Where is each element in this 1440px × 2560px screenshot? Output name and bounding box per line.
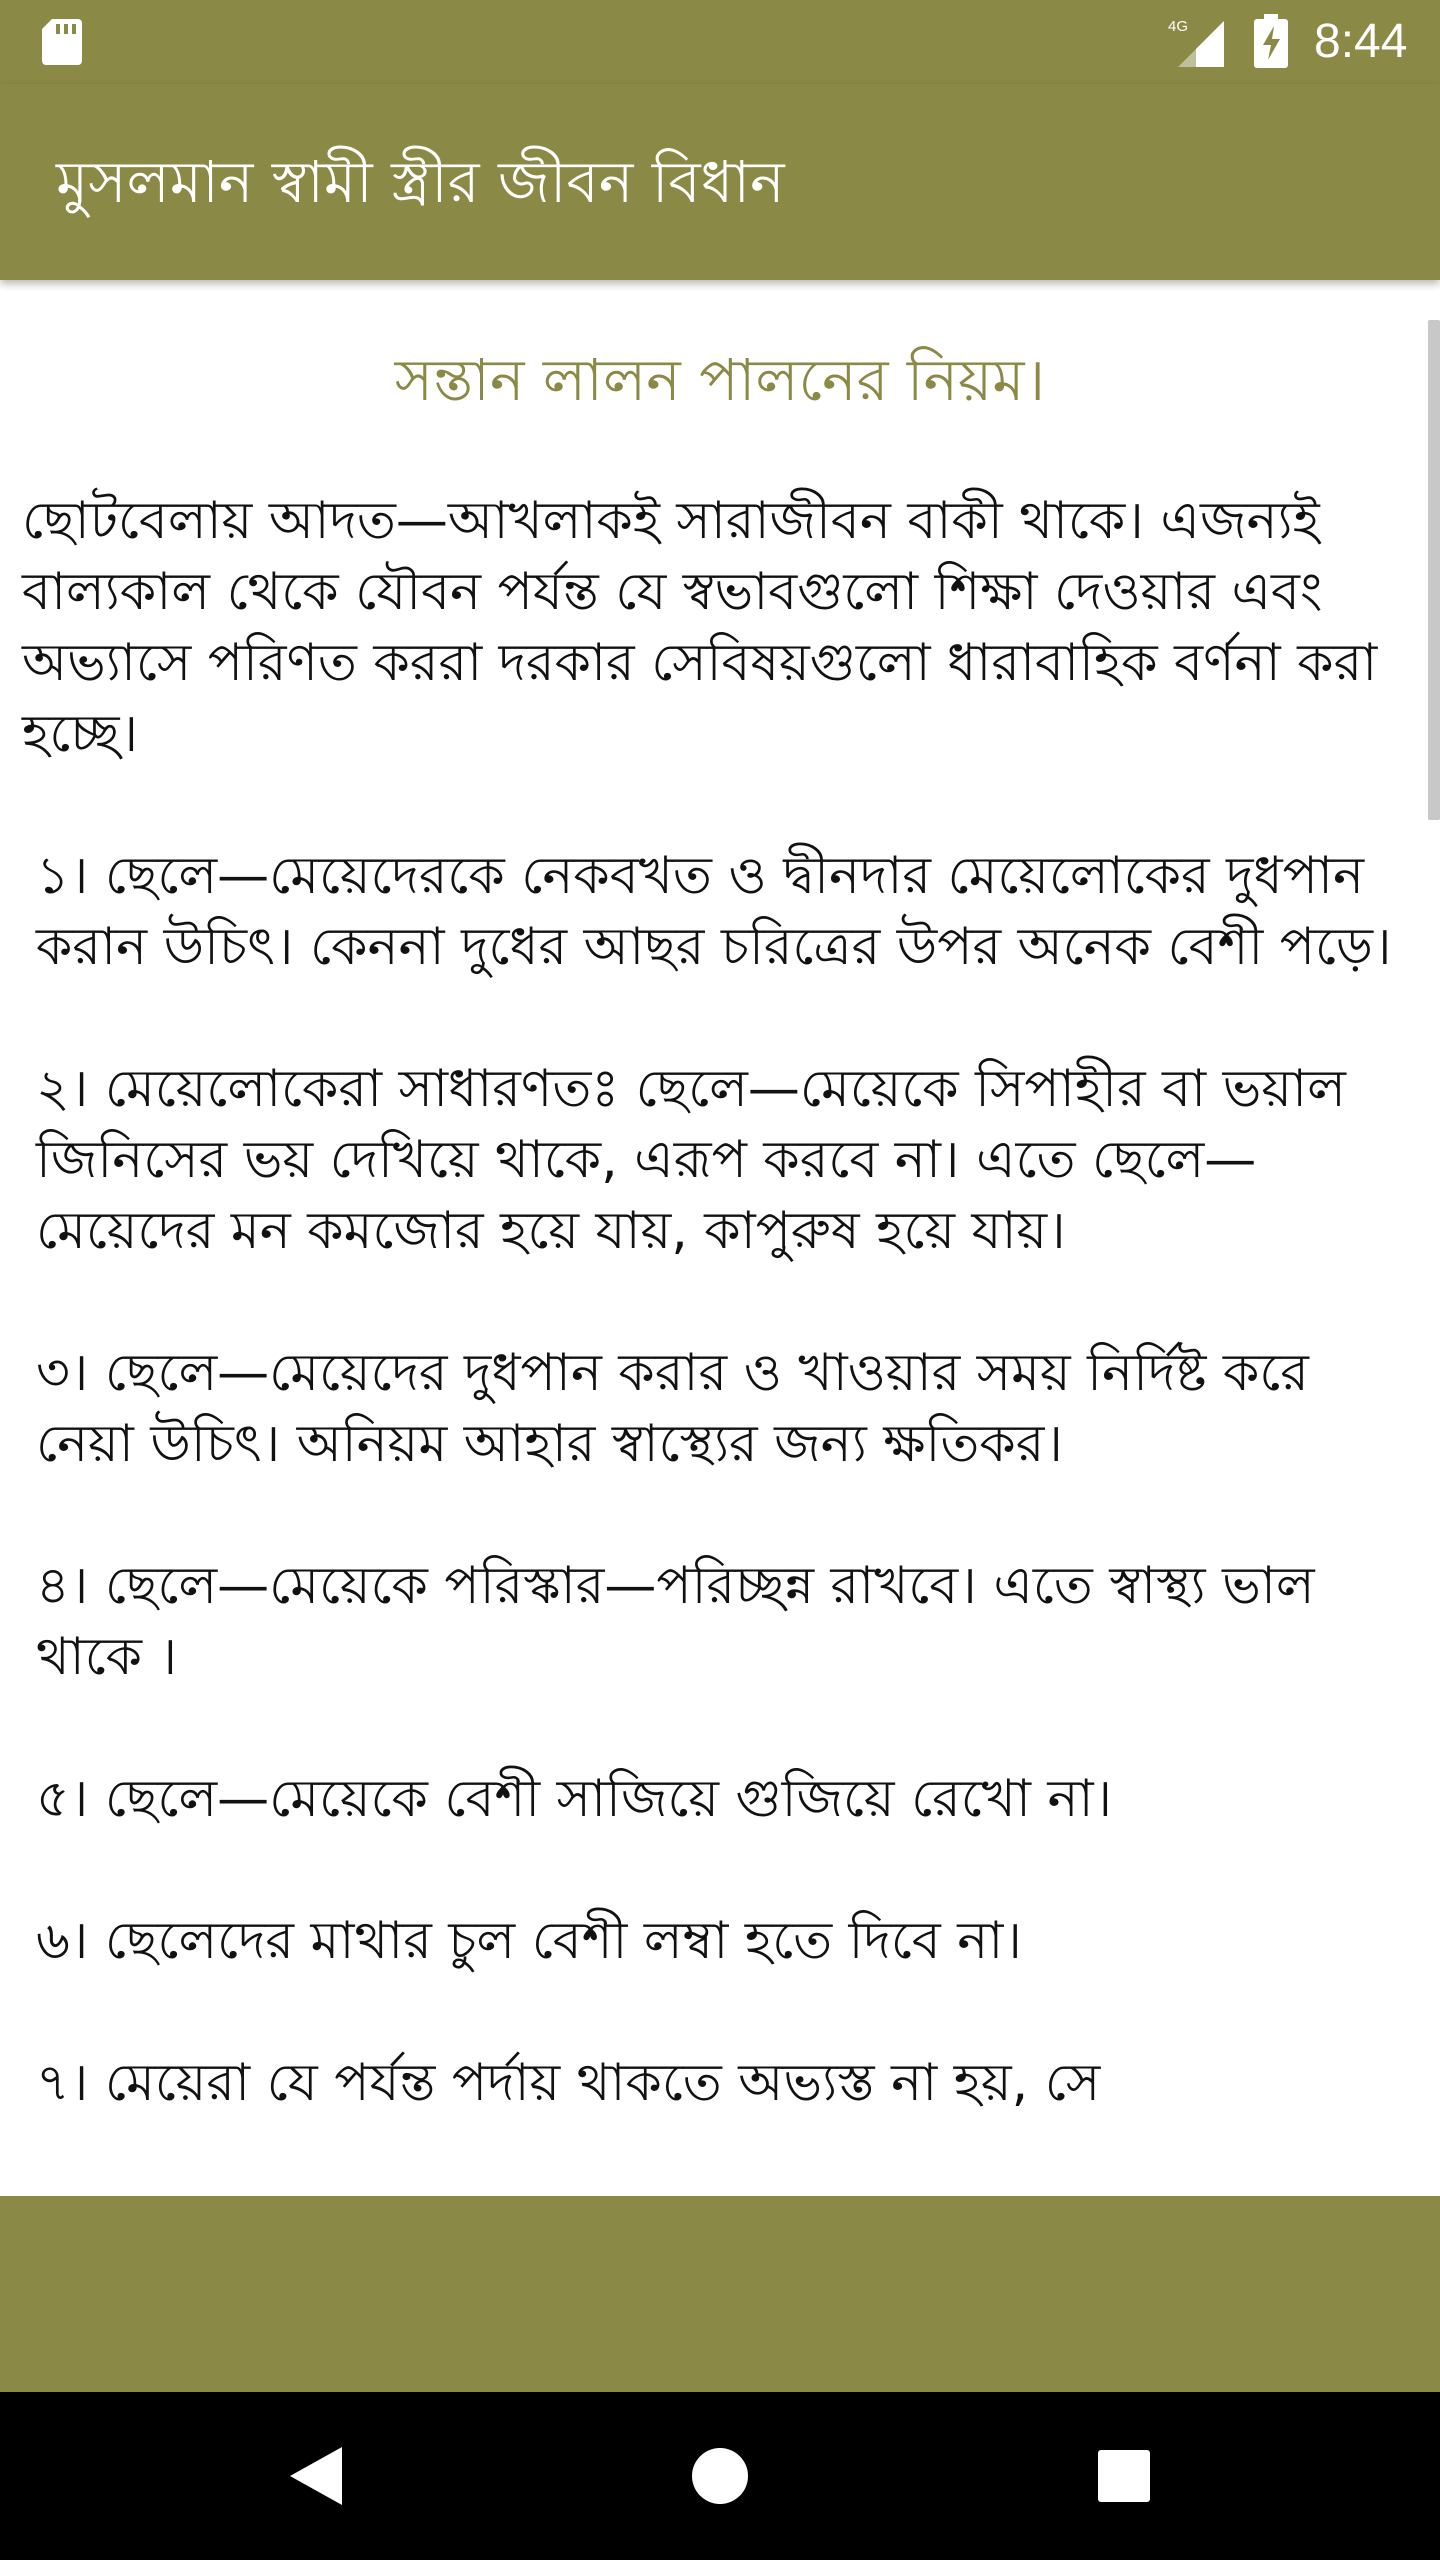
home-button[interactable]: [636, 2392, 804, 2560]
article-paragraph: ৩। ছেলে—মেয়েদের দুধপান করার ও খাওয়ার সময় নির্দিষ্ট করে নেয়া উচিৎ। অনিয়ম আহার স্বাস্থ্যের জন্য ক্ষতিকর।: [36, 1343, 1309, 1474]
article-scroll-view[interactable]: [0, 280, 1440, 2196]
article-paragraph: ৬। ছেলেদের মাথার চুল বেশী লম্বা হতে দিবে না।: [36, 1911, 1022, 1971]
article-paragraph: ছোটবেলায় আদত—আখলাকই সারাজীবন বাকী থাকে। এজন্যই বাল্যকাল থেকে যৌবন পর্যন্ত যে স্বভাবগুলো শিক্ষা দেওয়ার এবং অভ্যাসে পরিণত কররা দরকার সেবিষয়গুলো ধারাবাহিক বর্ণনা করা হচ্ছে।: [22, 491, 1378, 764]
article-paragraph: ২। মেয়েলোকেরা সাধারণতঃ ছেলে—মেয়েকে সিপাহীর বা ভয়াল জিনিসের ভয় দেখিয়ে থাকে, এরূপ করবে না। এতে ছেলে—মেয়েদের মন কমজোর হয়ে যায়, কাপুরুষ হয়ে যায়।: [36, 1059, 1346, 1261]
app-title: মুসলমান স্বামী স্ত্রীর জীবন বিধান: [56, 148, 785, 216]
back-icon: [288, 2445, 344, 2507]
home-icon: [691, 2447, 749, 2505]
article-paragraph: ৭। মেয়েরা যে পর্যন্ত পর্দায় থাকতে অভ্যস্ত না হয়, সে: [36, 2053, 1101, 2113]
recents-icon: [1097, 2449, 1151, 2503]
app-bar: [0, 84, 1440, 280]
navigation-bar: [0, 2392, 1440, 2560]
signal-icon: [1168, 17, 1224, 67]
status-bar: [0, 0, 1440, 84]
scrollbar-thumb[interactable]: [1428, 320, 1440, 820]
network-type-label: 4G: [1168, 18, 1189, 35]
sd-card-icon: [42, 19, 82, 65]
status-clock: 8:44: [1314, 15, 1408, 68]
article-paragraph: ৫। ছেলে—মেয়েকে বেশী সাজিয়ে গুজিয়ে রেখো না।: [36, 1769, 1113, 1829]
article-heading: সন্তান লালন পালনের নিয়ম।: [394, 346, 1046, 414]
recents-button[interactable]: [1040, 2392, 1208, 2560]
back-button[interactable]: [232, 2392, 400, 2560]
article-paragraph: ৪। ছেলে—মেয়েকে পরিস্কার—পরিচ্ছন্ন রাখবে। এতে স্বাস্থ্য ভাল থাকে ।: [36, 1556, 1315, 1687]
bottom-banner: [0, 2196, 1440, 2392]
battery-charging-icon: [1254, 14, 1288, 68]
article-paragraph: ১। ছেলে—মেয়েদেরকে নেকবখত ও দ্বীনদার মেয়েলোকের দুধপান করান উচিৎ। কেননা দুধের আছর চরিত্রের উপর অনেক বেশী পড়ে।: [36, 846, 1392, 977]
article-body: [22, 486, 1412, 2190]
